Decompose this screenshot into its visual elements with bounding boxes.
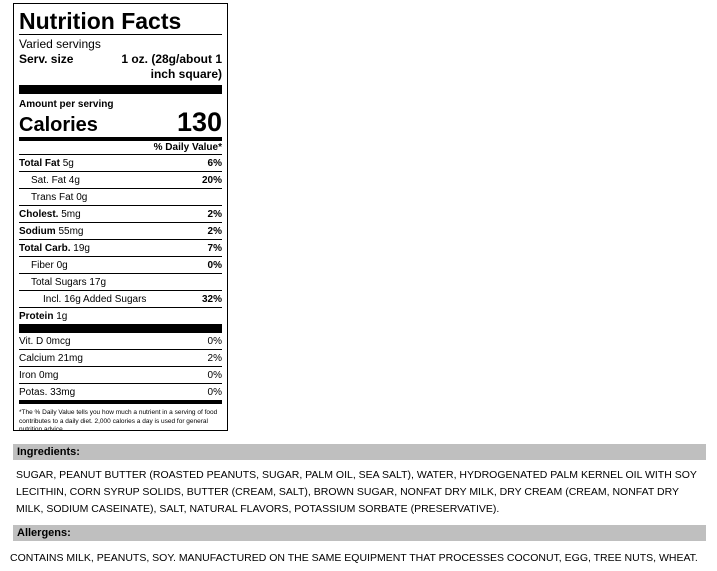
serving-size-value: 1 oz. (28g/about 1 inch square) xyxy=(121,52,222,81)
nutrient-row-total-carb: Total Carb. 19g 7% xyxy=(19,239,222,256)
thick-divider xyxy=(19,324,222,333)
servings-text: Varied servings xyxy=(19,37,101,51)
nutrient-row-sat-fat: Sat. Fat 4g 20% xyxy=(19,171,222,188)
vitamin-row-vit-d: Vit. D 0mcg 0% xyxy=(19,335,222,347)
footnote: *The % Daily Value tells you how much a nutrient in a serving of food contributes to a daily diet. 2,000 calories a day is used for general nutrition advice. xyxy=(19,409,218,433)
allergens-header: Allergens: xyxy=(13,525,706,541)
calories-value: 130 xyxy=(176,107,222,137)
vitamin-row-calcium: Calcium 21mg 2% xyxy=(19,349,222,366)
ingredients-text: SUGAR, PEANUT BUTTER (ROASTED PEANUTS, SUGAR, PALM OIL, SEA SALT), WATER, HYDROGENATED PALM KERNEL OIL WITH SOY LECITHIN, CORN SYRUP SOLIDS, BUTTER (CREAM, SALT), BROWN SUGAR, NONFAT DRY MILK, DRY CREAM (CREAM, NONFAT DRY MILK, SODIUM CASEINATE), SALT, NATURAL FLAVORS, POTASSIUM SORBATE (PRESERVATIVE). xyxy=(16,469,697,515)
nutrient-row-protein: Protein 1g xyxy=(19,307,222,324)
serving-size-row xyxy=(19,52,222,82)
nutrient-row-trans-fat: Trans Fat 0g xyxy=(19,188,222,205)
daily-value-header: % Daily Value* xyxy=(153,142,222,153)
nutrient-row-added-sugars: Incl. 16g Added Sugars 32% xyxy=(19,290,222,307)
nutrient-row-total-sugars: Total Sugars 17g xyxy=(19,273,222,290)
vitamin-row-potassium: Potas. 33mg 0% xyxy=(19,383,222,400)
nutrition-facts-label xyxy=(13,3,228,431)
ingredients-header: Ingredients: xyxy=(13,444,706,460)
thick-divider xyxy=(19,85,222,94)
nutrient-row-cholesterol: Cholest. 5mg 2% xyxy=(19,205,222,222)
calories-label: Calories xyxy=(19,114,98,136)
nutrient-row-total-fat: Total Fat 5g 6% xyxy=(19,154,222,171)
calories-row xyxy=(19,107,222,137)
amount-per-serving: Amount per serving xyxy=(19,99,114,110)
nutrient-row-fiber: Fiber 0g 0% xyxy=(19,256,222,273)
label-title: Nutrition Facts xyxy=(19,8,182,34)
nutrient-row-sodium: Sodium 55mg 2% xyxy=(19,222,222,239)
allergens-text: CONTAINS MILK, PEANUTS, SOY. MANUFACTURED ON THE SAME EQUIPMENT THAT PROCESSES COCONUT, EGG, TREE NUTS, WHEAT. xyxy=(10,552,698,564)
medium-divider xyxy=(19,400,222,404)
vitamin-row-iron: Iron 0mg 0% xyxy=(19,366,222,383)
serving-size-label: Serv. size xyxy=(19,52,74,66)
divider xyxy=(19,34,222,35)
